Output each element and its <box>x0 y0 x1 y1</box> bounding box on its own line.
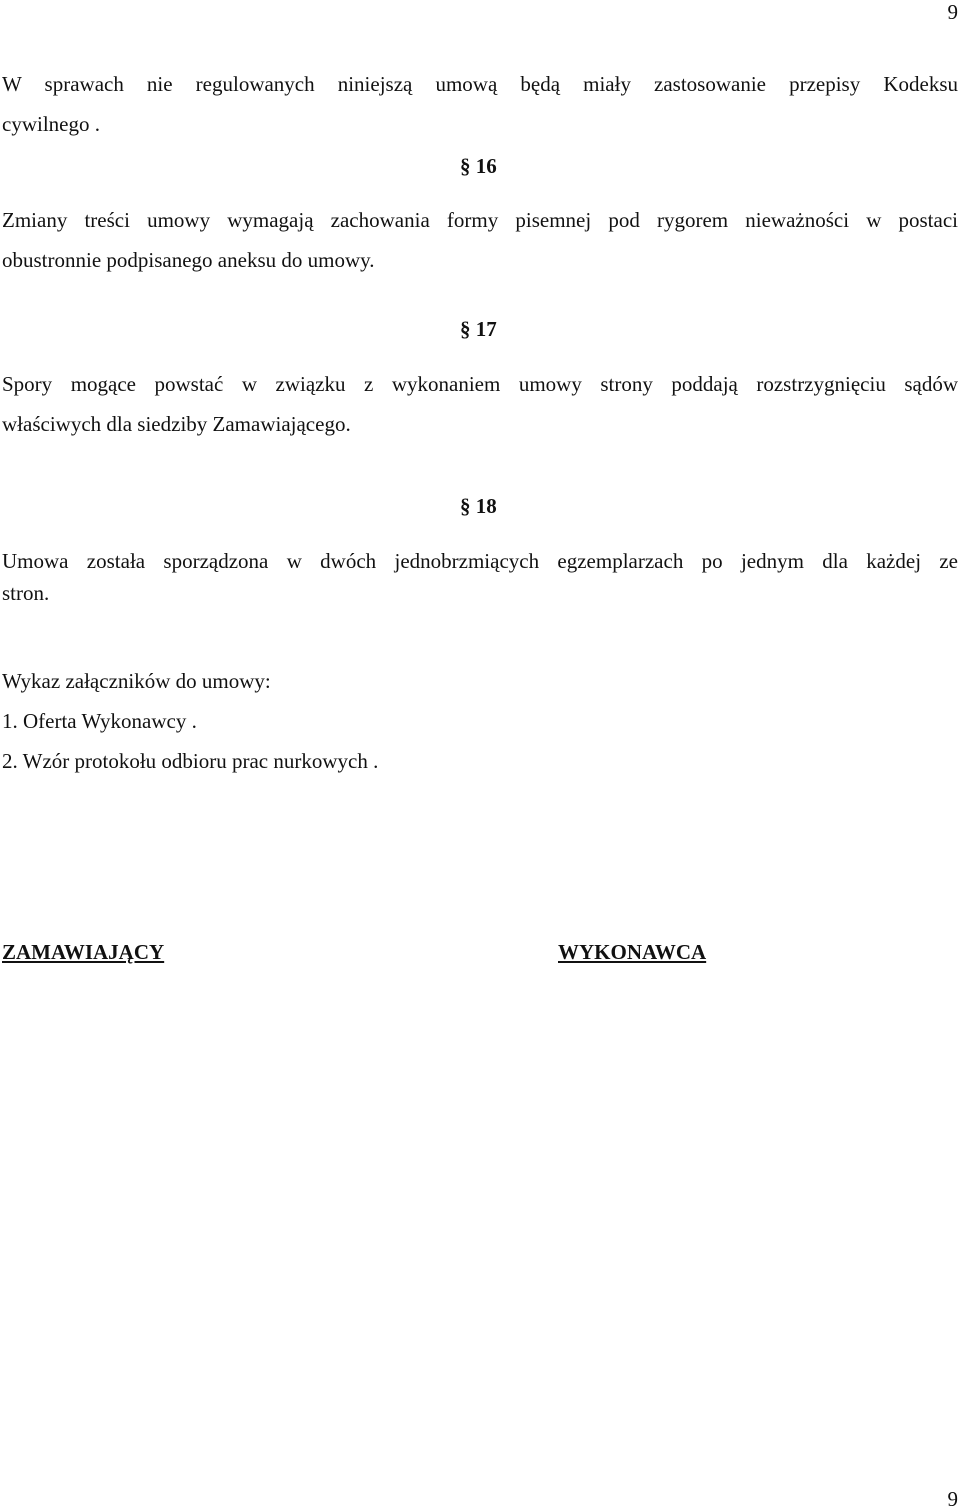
paragraph-line: obustronnie podpisanego aneksu do umowy. <box>2 248 375 272</box>
paragraph-civil-code <box>2 64 958 144</box>
paragraph-line: Umowa została sporządzona w dwóch jednobrzmiących egzemplarzach po jednym dla każdej ze <box>2 549 958 573</box>
paragraph-line: W sprawach nie regulowanych niniejszą umową będą miały zastosowanie przepisy Kodeksu <box>2 72 958 96</box>
paragraph-line: Spory mogące powstać w związku z wykonaniem umowy strony poddają rozstrzygnięciu sądów <box>2 372 958 396</box>
list-item: 2. Wzór protokołu odbioru prac nurkowych . <box>2 749 379 773</box>
paragraph-line: Zmiany treści umowy wymagają zachowania formy pisemnej pod rygorem nieważności w postaci <box>2 208 958 232</box>
section-heading-18: § 18 <box>460 494 497 518</box>
paragraph-disputes <box>2 364 958 444</box>
section-heading-17: § 17 <box>460 317 497 341</box>
section-heading-16: § 16 <box>460 154 497 178</box>
signature-contractor: WYKONAWCA <box>558 940 707 964</box>
paragraph-line: cywilnego . <box>2 112 100 136</box>
attachments-title: Wykaz załączników do umowy: <box>2 669 271 693</box>
page-number-bottom: 9 <box>947 1487 958 1511</box>
list-item: 1. Oferta Wykonawcy . <box>2 709 197 733</box>
paragraph-amendments <box>2 200 958 280</box>
signature-contracting-party: ZAMAWIAJĄCY <box>2 940 165 964</box>
attachments-list <box>2 661 958 781</box>
paragraph-line: właściwych dla siedziby Zamawiającego. <box>2 412 351 436</box>
page-number-top: 9 <box>947 0 958 24</box>
paragraph-copies <box>2 545 958 609</box>
paragraph-line: stron. <box>2 581 50 605</box>
